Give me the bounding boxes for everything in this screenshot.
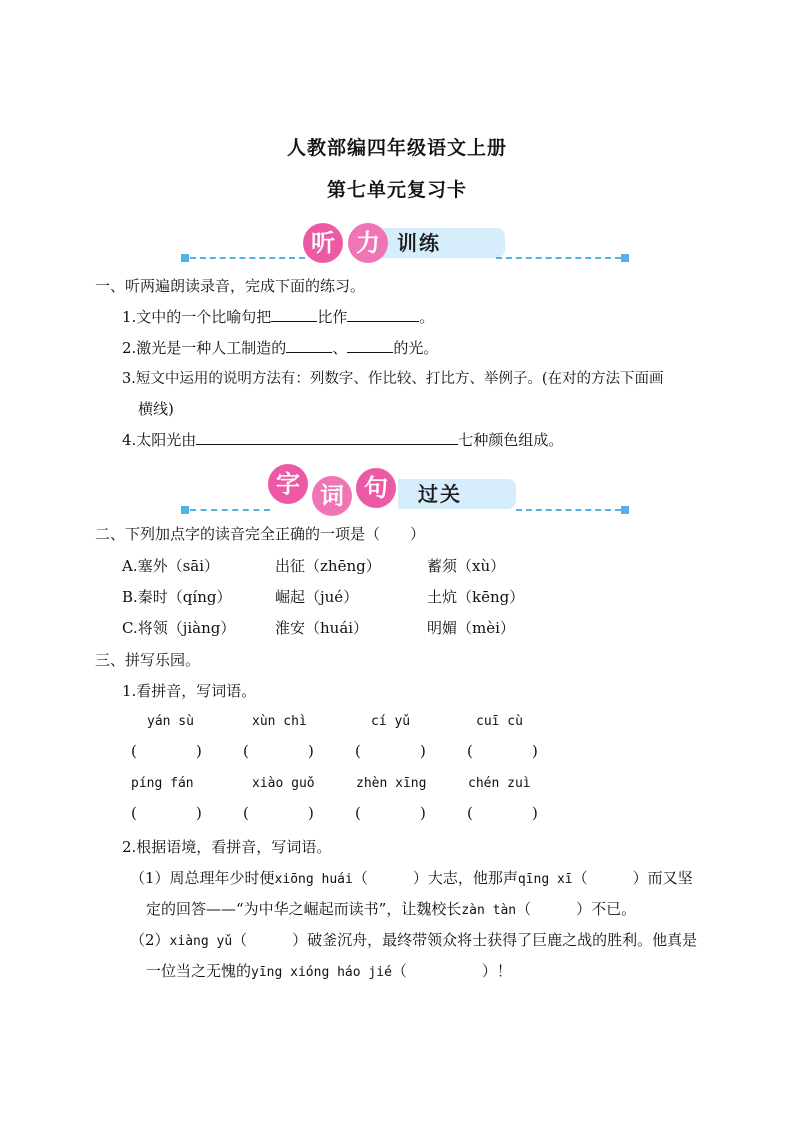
banner-right-dash	[496, 257, 621, 259]
option-c-2: 淮安（huái）	[275, 619, 369, 637]
pinyin-4: cuī cù	[476, 714, 523, 729]
p2-pinyin: xiàng yǔ	[169, 934, 233, 949]
banner-char-2: 词	[312, 476, 352, 516]
q2-text-b: 、	[332, 339, 348, 357]
section3-sub1: 1.看拼音，写词语。	[122, 682, 257, 700]
option-a-3: 蓄须（xù）	[427, 557, 506, 575]
banner-right-square	[621, 254, 629, 262]
section2-heading: 二、下列加点字的读音完全正确的一项是（ ）	[95, 525, 426, 543]
pinyin-5: píng fán	[131, 776, 194, 791]
q2-blank-2[interactable]	[347, 338, 393, 353]
paren-open: (	[355, 742, 361, 760]
banner-char-2: 力	[348, 223, 388, 263]
section3-heading: 三、拼写乐园。	[95, 651, 201, 669]
banner-left-dash	[190, 257, 305, 259]
s1-q1	[122, 307, 434, 327]
q4-blank[interactable]	[196, 430, 458, 445]
s1-q2	[122, 338, 438, 358]
paren-open: (	[243, 804, 249, 822]
paren-close: )	[420, 742, 426, 760]
banner-left-square	[181, 254, 189, 262]
q2-text-c: 的光。	[393, 339, 439, 357]
p2-text-b[interactable]: （ ）破釜沉舟，最终带领众将士获得了巨鹿之战的胜利。他真是	[232, 931, 698, 949]
q1-text-b: 比作	[317, 308, 348, 326]
paren-open: (	[131, 742, 137, 760]
option-c-3: 明媚（mèi）	[427, 619, 515, 637]
p2-line2-pinyin: yīng xióng háo jié	[251, 965, 392, 980]
option-b-3: 土炕（kēng）	[427, 588, 525, 606]
p2-text-a: （2）	[130, 931, 170, 949]
q2-text-a: 2.激光是一种人工制造的	[122, 339, 287, 357]
passage2-line2	[146, 961, 512, 983]
banner-label: 过关	[398, 479, 516, 509]
passage1-line1	[130, 868, 693, 890]
banner-right-square	[621, 506, 629, 514]
pinyin-6: xiào guǒ	[252, 776, 315, 791]
pinyin-8: chén zuì	[468, 776, 531, 791]
p2-line2-text-a: 一位当之无愧的	[146, 962, 252, 980]
paren-open: (	[243, 742, 249, 760]
section3-sub2: 2.根据语境，看拼音，写词语。	[122, 838, 332, 856]
p1-line2-text-b[interactable]: （ ）不已。	[516, 900, 637, 918]
paren-open: (	[467, 742, 473, 760]
q4-text-b: 七种颜色组成。	[458, 431, 564, 449]
paren-close: )	[308, 804, 314, 822]
page-subtitle: 第七单元复习卡	[326, 179, 467, 201]
option-b-2: 崛起（jué）	[275, 588, 359, 606]
banner-char-3: 句	[356, 468, 396, 508]
paren-open: (	[355, 804, 361, 822]
pinyin-1: yán sù	[147, 714, 194, 729]
s1-q3-line1: 3.短文中运用的说明方法有：列数字、作比较、打比方、举例子。(在对的方法下面画	[122, 371, 664, 387]
paren-close: )	[196, 804, 202, 822]
paren-open: (	[467, 804, 473, 822]
passage2-line1	[130, 930, 697, 952]
paren-close: )	[532, 742, 538, 760]
q1-blank-2[interactable]	[347, 307, 419, 322]
banner-left-square	[181, 506, 189, 514]
q2-blank-1[interactable]	[286, 338, 332, 353]
banner-char-1: 听	[303, 223, 343, 263]
paren-open: (	[131, 804, 137, 822]
p1-text-a: （1）周总理年少时便	[130, 869, 275, 887]
banner-right-dash	[516, 509, 621, 511]
p1-pinyin-2: qīng xī	[517, 872, 573, 887]
p1-text-b[interactable]: （ ）大志，他那声	[352, 869, 518, 887]
banner-left-dash	[190, 509, 270, 511]
s1-q4	[122, 430, 563, 450]
banner-char-1: 字	[268, 464, 308, 504]
section1-heading: 一、听两遍朗读录音，完成下面的练习。	[95, 277, 366, 295]
q1-blank-1[interactable]	[271, 307, 317, 322]
p1-line2-text-a: 定的回答——“为中华之崛起而读书”，让魏校长	[146, 900, 462, 918]
pinyin-7: zhèn xīng	[356, 776, 427, 791]
paren-close: )	[196, 742, 202, 760]
s1-q3-line2: 横线)	[138, 400, 174, 418]
paren-close: )	[420, 804, 426, 822]
p1-text-c[interactable]: （ ）而又坚	[572, 869, 693, 887]
pinyin-2: xùn chì	[252, 714, 307, 729]
pinyin-3: cí yǔ	[371, 714, 411, 729]
banner-label: 训练	[383, 228, 505, 258]
option-a-1[interactable]: A.塞外（sāi）	[122, 557, 220, 575]
paren-close: )	[308, 742, 314, 760]
page-title: 人教部编四年级语文上册	[286, 137, 507, 159]
passage1-line2	[146, 899, 636, 921]
option-c-1[interactable]: C.将领（jiàng）	[122, 619, 236, 637]
q1-text-a: 1.文中的一个比喻句把	[122, 308, 272, 326]
q4-text-a: 4.太阳光由	[122, 431, 197, 449]
p1-line2-pinyin: zàn tàn	[461, 903, 517, 918]
option-b-1[interactable]: B.秦时（qíng）	[122, 588, 232, 606]
q1-text-c: 。	[419, 308, 435, 326]
p1-pinyin-1: xiōng huái	[274, 872, 353, 887]
paren-close: )	[532, 804, 538, 822]
option-a-2: 出征（zhēng）	[275, 557, 381, 575]
p2-line2-text-b[interactable]: （ ）！	[391, 962, 512, 980]
